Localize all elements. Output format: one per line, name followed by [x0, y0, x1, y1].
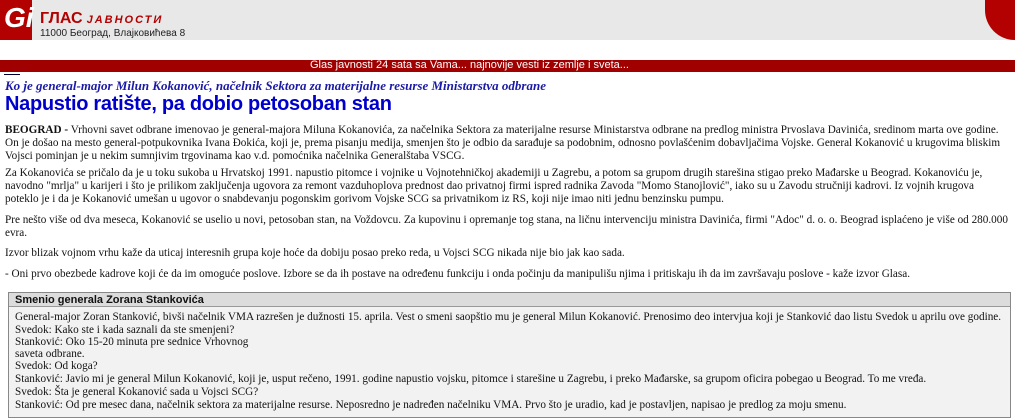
article-title: Napustio ratište, pa dobio petosoban stan	[5, 93, 392, 115]
box-line: Svedok: Od koga?	[15, 360, 98, 372]
article-paragraph-5: - Oni prvo obezbede kadrove koji će da im omoguće poslove. Izbore se da ih postave na određenu funkciju i onda počinju da manipulišu njima i pritiskaju ih da im završavaju poslove - kaže izvor Glasa.	[5, 268, 910, 280]
news-ticker-text[interactable]: Glas javnosti 24 sata sa Vama... najnovije vesti iz zemlje i sveta...	[310, 59, 629, 71]
site-header	[0, 0, 1015, 40]
box-line: Stanković: Oko 15-20 minuta pre sednice Vrhovnog	[15, 336, 249, 348]
dateline: BEOGRAD -	[5, 124, 69, 136]
article-paragraph-2: Za Kokanovića se pričalo da je u toku sukoba u Hrvatskoj 1991. napustio pitomce i vojnike u Vojnotehničkoj akademiji u Zagrebu, a potom sa grupom drugih starešina stigao preko Mađarske u Beograd. Kokanoviću je, navodno "mrlja" u karijeri i što je prilikom zaključenja ugovora za remont vazduhoplova prednost dao privatnoj firmi ispred radnika Zavoda "Momo Stanojlović", iako su u Zavodu stručniji kadrovi. Iz vojnih krugova poteklo je i da je Kokanović umešan u ugovor o snabdevanju pogonskim gorivom Vojske SCG sa privatnikom iz RS, koji nije imao niti jednu benzinsku pumpu.	[5, 167, 983, 205]
logo-letters: Gi	[4, 2, 34, 33]
article-subtitle: Ko je general-major Milun Kokanović, načelnik Sektora za materijalne resurse Ministarstva odbrane	[5, 78, 546, 93]
box-line: General-major Zoran Stanković, bivši načelnik VMA razrešen je dužnosti 15. aprila. Vest o smeni saopštio mu je general Milun Kokanović. Prenosimo deo intervjua koji je Stanković dao listu Svedok u aprilu ove godine.	[15, 311, 1002, 323]
box-line: Svedok: Kako ste i kada saznali da ste smenjeni?	[15, 324, 235, 336]
article-paragraph-3: Pre nešto više od dva meseca, Kokanović se uselio u novi, petosoban stan, na Voždovcu. Za kupovinu i opremanje tog stana, na ličnu intervenciju ministra Davinića, firmi "Adoc" d. o. o. Beograd isplaćeno je više od 280.000 evra.	[5, 214, 1008, 239]
header-corner-decoration	[985, 0, 1015, 40]
header-address: 11000 Београд, Влајковићева 8	[40, 28, 186, 39]
brand-subtitle: ЈАВНОСТИ	[86, 14, 164, 26]
box-line: Stanković: Od pre mesec dana, načelnik sektora za materijalne resurse. Neposredno je nadređen načelniku VMA. Prvo što je uradio, kad je postavljen, napisao je predlog za moju smenu.	[15, 399, 847, 411]
brand-name[interactable]	[40, 10, 163, 28]
article-paragraph-4: Izvor blizak vojnom vrhu kaže da uticaj interesnih grupa koje hoće da dobiju posao preko reda, u Vojsci SCG nikada nije bio jak kao sada.	[5, 247, 625, 259]
divider	[4, 74, 20, 75]
brand-title: ГЛАС	[40, 10, 83, 27]
box-line: saveta odbrane.	[15, 348, 85, 360]
box-line: Svedok: Šta je general Kokanović sada u Vojsci SCG?	[15, 386, 259, 398]
box-heading: Smenio generala Zorana Stankovića	[9, 293, 1010, 307]
article-paragraph-1	[5, 124, 1010, 163]
news-ticker-bar	[0, 60, 1015, 72]
box-line: Stanković: Javio mi je general Milun Kokanović, koji je, usput rečeno, 1991. godine napustio vojsku, pitomce i starešine u Zagrebu, i preko Mađarske, sa grupom oficira pobegao u Beograd. To me vređa.	[15, 373, 927, 385]
site-logo[interactable]	[0, 0, 32, 40]
sidebar-box	[8, 292, 1011, 418]
paragraph-text: Vrhovni savet odbrane imenovao je general-majora Miluna Kokanovića, za načelnika Sektora za materijalne resurse Ministarstva odbrane na predlog ministra Prvoslava Davinića, sredinom marta ove godine. On je došao na mesto general-potpukovnika Ivana Đokića, koji je, prema pisanju medija, smenjen što je odbio da sarađuje sa podobnim, odnosno povlašćenim dobavljačima Vojske. General Kokanović u krugovima bliskim Vojsci pominjan je u nekim sumnjivim trgovinama kao v.d. pomoćnika načelnika Generalštaba VSCG.	[5, 124, 1001, 162]
